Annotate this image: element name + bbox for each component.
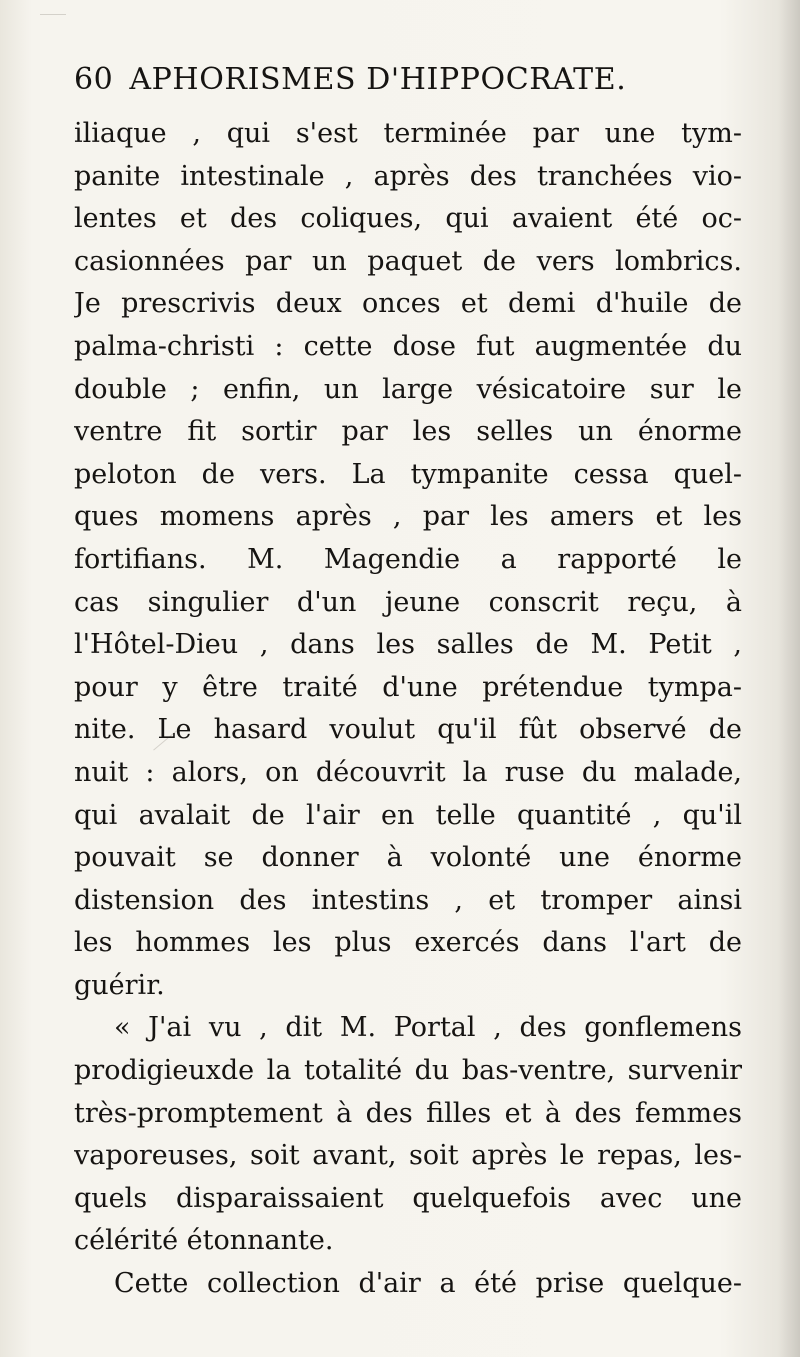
text-line: nite. Le hasard voulut qu'il fût observé de <box>74 714 742 746</box>
text-line: palma-christi : cette dose fut augmentée du <box>74 330 742 362</box>
text-line: cas singulier d'un jeune conscrit reçu, à <box>74 586 742 618</box>
body-text <box>74 113 742 1306</box>
text-line: peloton de vers. La tympanite cessa quel- <box>74 458 742 490</box>
text-line: lentes et des coliques, qui avaient été oc- <box>74 203 742 235</box>
running-header <box>74 62 764 97</box>
text-line: les hommes les plus exercés dans l'art de <box>74 927 742 959</box>
text-line: ventre fit sortir par les selles un énorme <box>74 416 742 448</box>
text-line: célérité étonnante. <box>74 1225 334 1257</box>
page-number: 60 <box>74 62 114 97</box>
text-line: qui avalait de l'air en telle quantité , qu'il <box>74 799 742 831</box>
page-edge-shadow <box>778 0 800 1357</box>
text-line: prodigieuxde la totalité du bas-ventre, survenir <box>74 1055 742 1087</box>
text-line: iliaque , qui s'est terminée par une tym- <box>74 118 742 149</box>
text-line: casionnées par un paquet de vers lombrics. <box>74 245 742 277</box>
text-line: panite intestinale , après des tranchées vio- <box>74 160 742 192</box>
text-line: Cette collection d'air a été prise quelque- <box>114 1268 742 1300</box>
text-line: distension des intestins , et tromper ainsi <box>74 884 742 916</box>
text-line: double ; enfin, un large vésicatoire sur le <box>74 373 742 405</box>
text-line: fortifians. M. Magendie a rapporté le <box>74 543 742 575</box>
text-line: ques momens après , par les amers et les <box>74 501 742 533</box>
running-title: APHORISMES D'HIPPOCRATE. <box>129 62 627 97</box>
text-line: nuit : alors, on découvrit la ruse du malade, <box>74 756 742 788</box>
paper-mark <box>40 14 66 15</box>
text-line: pour y être traité d'une prétendue tympa- <box>74 671 742 703</box>
text-line: pouvait se donner à volonté une énorme <box>74 842 742 874</box>
text-line: très-promptement à des filles et à des femmes <box>74 1097 742 1129</box>
text-line: « J'ai vu , dit M. Portal , des gonflemens <box>114 1012 742 1044</box>
text-line: vaporeuses, soit avant, soit après le repas, les- <box>74 1140 742 1172</box>
text-line: quels disparaissaient quelquefois avec une <box>74 1182 742 1214</box>
text-line: guérir. <box>74 969 165 1001</box>
text-line: l'Hôtel-Dieu , dans les salles de M. Petit , <box>74 629 742 661</box>
text-line: Je prescrivis deux onces et demi d'huile de <box>74 288 742 320</box>
